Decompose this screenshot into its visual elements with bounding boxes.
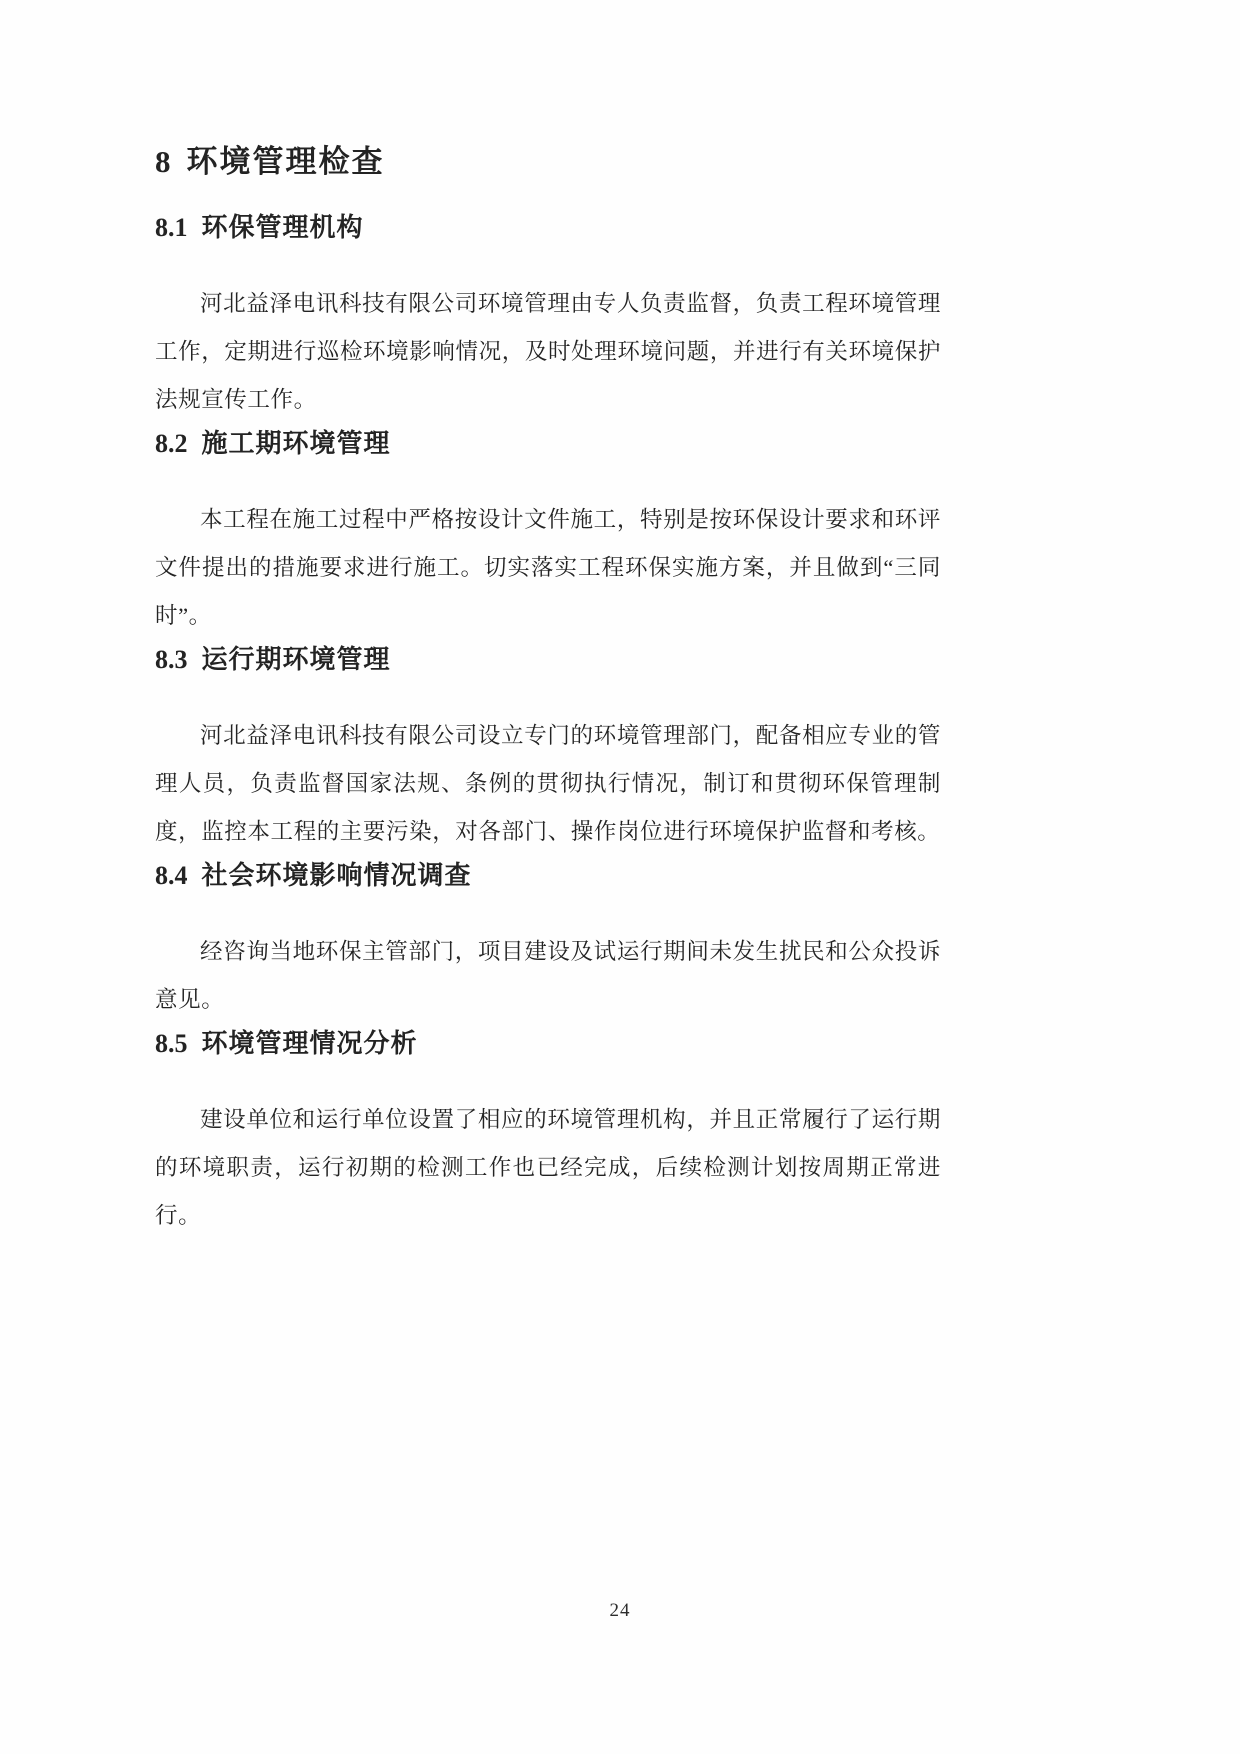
page-number: 24 — [609, 1600, 631, 1621]
section-number: 8.2 — [155, 429, 188, 458]
chapter-number: 8 — [155, 144, 171, 179]
section-number: 8.4 — [155, 861, 188, 890]
section-number: 8.1 — [155, 213, 188, 242]
section-number: 8.5 — [155, 1029, 188, 1058]
section-paragraph-8-3: 河北益泽电讯科技有限公司设立专门的环境管理部门，配备相应专业的管理人员，负责监督国家法规、条例的贯彻执行情况，制订和贯彻环保管理制度，监控本工程的主要污染，对各部门、操作岗位进行环境保护监督和考核。 — [155, 723, 941, 844]
section-heading-8-1 — [155, 208, 941, 248]
section-title: 社会环境影响情况调查 — [201, 861, 472, 890]
section-paragraph-8-2: 本工程在施工过程中严格按设计文件施工，特别是按环保设计要求和环评文件提出的措施要求进行施工。切实落实工程环保实施方案，并且做到“三同时”。 — [155, 507, 941, 628]
section-title: 施工期环境管理 — [201, 429, 391, 458]
section-heading-8-4 — [155, 856, 941, 896]
section-number: 8.3 — [155, 645, 188, 674]
chapter-title: 环境管理检查 — [186, 144, 385, 179]
section-heading-8-3 — [155, 640, 941, 680]
document-content — [155, 140, 941, 1240]
chapter-heading — [155, 140, 941, 184]
section-title: 运行期环境管理 — [201, 645, 391, 674]
section-heading-8-5 — [155, 1024, 941, 1064]
section-title: 环境管理情况分析 — [201, 1029, 418, 1058]
section-paragraph-8-4: 经咨询当地环保主管部门，项目建设及试运行期间未发生扰民和公众投诉意见。 — [155, 939, 941, 1012]
section-title: 环保管理机构 — [201, 213, 364, 242]
section-paragraph-8-1: 河北益泽电讯科技有限公司环境管理由专人负责监督，负责工程环境管理工作，定期进行巡检环境影响情况，及时处理环境问题，并进行有关环境保护法规宣传工作。 — [155, 291, 941, 412]
section-heading-8-2 — [155, 424, 941, 464]
section-paragraph-8-5: 建设单位和运行单位设置了相应的环境管理机构，并且正常履行了运行期的环境职责，运行初期的检测工作也已经完成，后续检测计划按周期正常进行。 — [155, 1107, 941, 1228]
